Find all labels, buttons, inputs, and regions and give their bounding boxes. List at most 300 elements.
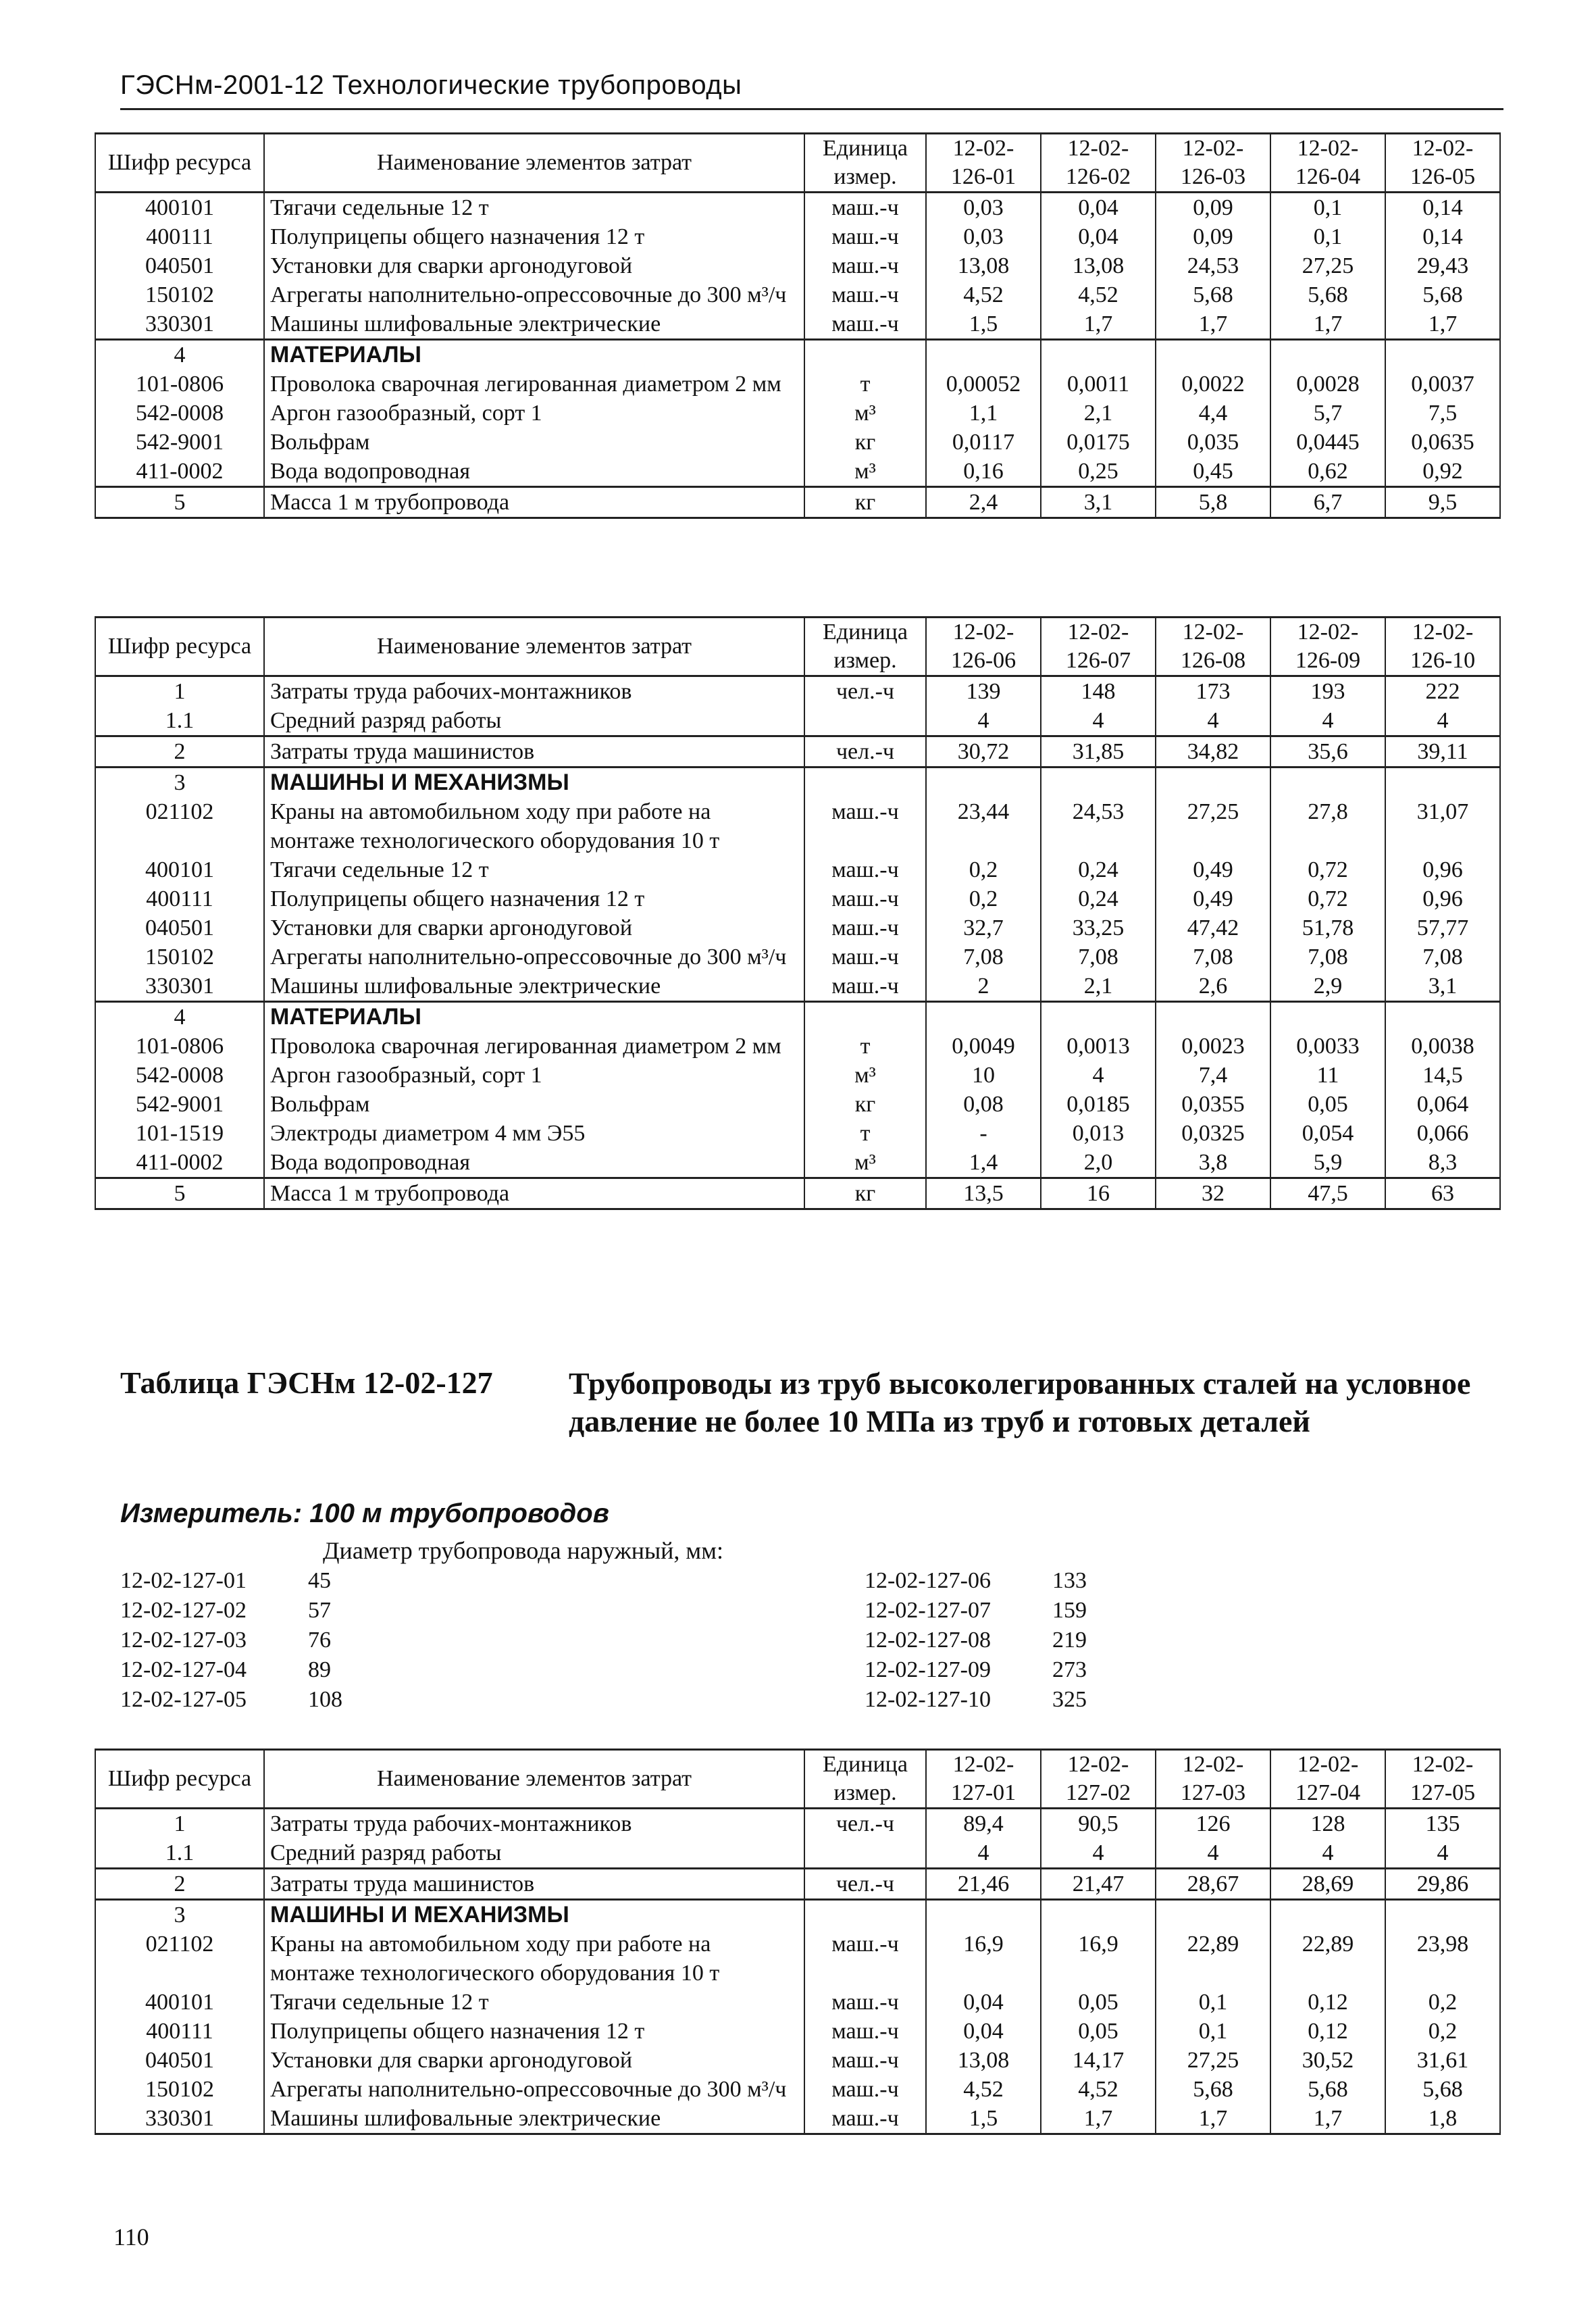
value-cell: 0,0049 — [926, 1032, 1041, 1061]
cost-element-name: Вода водопроводная — [264, 457, 804, 487]
value-cell: 22,89 — [1156, 1930, 1270, 1988]
resource-code: 4 — [95, 1002, 264, 1032]
value-cell: 0,96 — [1385, 884, 1500, 913]
cost-element-name: Машины шлифовальные электрические — [264, 309, 804, 340]
column-header-norm-code: 12-02-126-01 — [926, 134, 1041, 193]
table-row — [95, 1148, 1500, 1178]
value-cell: 47,5 — [1270, 1178, 1385, 1209]
unit-cell: маш.-ч — [804, 2046, 926, 2075]
value-cell: 0,0033 — [1270, 1032, 1385, 1061]
table-row — [95, 736, 1500, 768]
diameter-row — [120, 1626, 376, 1655]
value-cell: 5,7 — [1270, 399, 1385, 428]
value-cell: 1,5 — [926, 2104, 1041, 2134]
value-cell: 0,96 — [1385, 855, 1500, 884]
value-cell: 4 — [1385, 706, 1500, 736]
value-cell: 29,43 — [1385, 251, 1500, 280]
table-row — [95, 370, 1500, 399]
value-cell: 5,68 — [1385, 280, 1500, 309]
value-cell: 14,5 — [1385, 1061, 1500, 1090]
column-header-unit: Единица измер. — [804, 1750, 926, 1809]
table-row — [95, 706, 1500, 736]
unit-cell: чел.-ч — [804, 1809, 926, 1839]
value-cell: 0,09 — [1156, 193, 1270, 223]
value-cell — [1156, 1900, 1270, 1930]
cost-element-name: Проволока сварочная легированная диаметром 2 мм — [264, 370, 804, 399]
value-cell: 0,24 — [1041, 884, 1156, 913]
value-cell: 0,064 — [1385, 1090, 1500, 1119]
value-cell: 31,85 — [1041, 736, 1156, 768]
diameter-row — [120, 1685, 376, 1715]
resource-code: 411-0002 — [95, 1148, 264, 1178]
cost-element-name: Тягачи седельные 12 т — [264, 1988, 804, 2017]
unit-cell: маш.-ч — [804, 2017, 926, 2046]
table-row — [95, 193, 1500, 223]
diameter-value: 45 — [308, 1568, 331, 1593]
resource-code: 040501 — [95, 913, 264, 942]
value-cell: 4 — [1270, 706, 1385, 736]
value-cell — [926, 340, 1041, 370]
cost-element-name: Машины шлифовальные электрические — [264, 2104, 804, 2134]
table-row — [95, 1061, 1500, 1090]
value-cell: 4,4 — [1156, 399, 1270, 428]
cost-element-name: Затраты труда рабочих-монтажников — [264, 1809, 804, 1839]
unit-cell: кг — [804, 487, 926, 518]
diameter-value: 219 — [1052, 1628, 1087, 1653]
value-cell: 31,07 — [1385, 797, 1500, 855]
value-cell: 0,0117 — [926, 428, 1041, 457]
value-cell: 4 — [1041, 706, 1156, 736]
value-cell: 13,08 — [926, 2046, 1041, 2075]
cost-element-name: Аргон газообразный, сорт 1 — [264, 399, 804, 428]
value-cell: 4 — [1270, 1838, 1385, 1869]
value-cell: 7,08 — [1041, 942, 1156, 972]
value-cell: 8,3 — [1385, 1148, 1500, 1178]
value-cell: 193 — [1270, 676, 1385, 707]
value-cell: 3,8 — [1156, 1148, 1270, 1178]
value-cell: 27,25 — [1156, 2046, 1270, 2075]
resource-code: 021102 — [95, 1930, 264, 1988]
column-header-norm-code: 12-02-126-08 — [1156, 618, 1270, 676]
unit-cell: т — [804, 1119, 926, 1148]
table-row — [95, 1178, 1500, 1209]
value-cell: 0,05 — [1270, 1090, 1385, 1119]
diameter-value: 133 — [1052, 1568, 1087, 1593]
diameter-value: 108 — [308, 1687, 342, 1712]
value-cell: 1,7 — [1385, 309, 1500, 340]
value-cell: 27,25 — [1156, 797, 1270, 855]
diameter-list-left — [120, 1566, 376, 1715]
unit-cell: маш.-ч — [804, 193, 926, 223]
value-cell: 30,52 — [1270, 2046, 1385, 2075]
resource-code: 101-1519 — [95, 1119, 264, 1148]
resource-code: 4 — [95, 340, 264, 370]
value-cell: 0,08 — [926, 1090, 1041, 1119]
cost-element-name: Краны на автомобильном ходу при работе на монтаже технологического оборудования 10 т — [264, 1930, 804, 1988]
value-cell: 1,7 — [1270, 2104, 1385, 2134]
diameter-code: 12-02-127-06 — [865, 1568, 991, 1593]
value-cell — [926, 768, 1041, 798]
value-cell: 7,5 — [1385, 399, 1500, 428]
unit-cell: маш.-ч — [804, 797, 926, 855]
resource-code: 150102 — [95, 942, 264, 972]
value-cell: 34,82 — [1156, 736, 1270, 768]
value-cell: 0,1 — [1156, 2017, 1270, 2046]
value-cell: 4,52 — [926, 2075, 1041, 2104]
table-header-row — [95, 134, 1500, 193]
value-cell: 1,8 — [1385, 2104, 1500, 2134]
section-heading: МАТЕРИАЛЫ — [264, 1002, 804, 1032]
diameter-row — [120, 1655, 376, 1685]
value-cell: 0,05 — [1041, 1988, 1156, 2017]
column-header-norm-code: 12-02-126-03 — [1156, 134, 1270, 193]
cost-element-name: Тягачи седельные 12 т — [264, 193, 804, 223]
column-header-norm-code: 12-02-127-04 — [1270, 1750, 1385, 1809]
value-cell: 0,0355 — [1156, 1090, 1270, 1119]
value-cell: 89,4 — [926, 1809, 1041, 1839]
table-row — [95, 972, 1500, 1002]
value-cell: 10 — [926, 1061, 1041, 1090]
unit-cell: маш.-ч — [804, 913, 926, 942]
diameter-code: 12-02-127-08 — [865, 1628, 991, 1653]
unit-cell: кг — [804, 428, 926, 457]
value-cell: 128 — [1270, 1809, 1385, 1839]
resource-code: 542-0008 — [95, 399, 264, 428]
cost-element-name: Тягачи седельные 12 т — [264, 855, 804, 884]
value-cell: 222 — [1385, 676, 1500, 707]
unit-cell — [804, 1838, 926, 1869]
value-cell: 5,68 — [1270, 2075, 1385, 2104]
value-cell: 1,7 — [1156, 309, 1270, 340]
resource-code: 021102 — [95, 797, 264, 855]
value-cell: - — [926, 1119, 1041, 1148]
table-row — [95, 399, 1500, 428]
diameter-code: 12-02-127-10 — [865, 1687, 991, 1712]
unit-cell: т — [804, 1032, 926, 1061]
unit-cell: м³ — [804, 457, 926, 487]
value-cell: 0,0022 — [1156, 370, 1270, 399]
cost-element-name: Установки для сварки аргонодуговой — [264, 251, 804, 280]
cost-element-name: Вода водопроводная — [264, 1148, 804, 1178]
column-header-norm-code: 12-02-126-10 — [1385, 618, 1500, 676]
column-header-unit: Единица измер. — [804, 618, 926, 676]
table-row — [95, 1809, 1500, 1839]
value-cell — [926, 1002, 1041, 1032]
cost-element-name: Агрегаты наполнительно-опрессовочные до 300 м³/ч — [264, 2075, 804, 2104]
value-cell: 29,86 — [1385, 1869, 1500, 1900]
value-cell: 5,9 — [1270, 1148, 1385, 1178]
value-cell: 16,9 — [926, 1930, 1041, 1988]
value-cell: 2,0 — [1041, 1148, 1156, 1178]
value-cell: 0,04 — [926, 1988, 1041, 2017]
value-cell: 135 — [1385, 1809, 1500, 1839]
value-cell: 4 — [926, 706, 1041, 736]
table-row — [95, 1090, 1500, 1119]
unit-cell: маш.-ч — [804, 222, 926, 251]
table-row — [95, 1032, 1500, 1061]
value-cell — [1156, 340, 1270, 370]
diameter-value: 159 — [1052, 1598, 1087, 1623]
meter-label: Измеритель: 100 м трубопроводов — [120, 1499, 609, 1528]
table-row — [95, 1119, 1500, 1148]
value-cell: 16 — [1041, 1178, 1156, 1209]
diameter-row — [865, 1655, 1120, 1685]
value-cell: 4,52 — [1041, 280, 1156, 309]
table-row — [95, 676, 1500, 707]
unit-cell: маш.-ч — [804, 972, 926, 1002]
table-row — [95, 487, 1500, 518]
unit-cell: кг — [804, 1178, 926, 1209]
resource-code: 3 — [95, 1900, 264, 1930]
unit-cell — [804, 706, 926, 736]
value-cell: 0,0325 — [1156, 1119, 1270, 1148]
value-cell: 3,1 — [1385, 972, 1500, 1002]
value-cell: 2,9 — [1270, 972, 1385, 1002]
unit-cell: кг — [804, 1090, 926, 1119]
value-cell: 0,0011 — [1041, 370, 1156, 399]
value-cell: 4,52 — [926, 280, 1041, 309]
running-header: ГЭСНм-2001-12 Технологические трубопроводы — [120, 70, 742, 100]
value-cell: 0,013 — [1041, 1119, 1156, 1148]
unit-cell — [804, 1002, 926, 1032]
value-cell: 30,72 — [926, 736, 1041, 768]
value-cell — [1385, 340, 1500, 370]
value-cell: 0,0635 — [1385, 428, 1500, 457]
value-cell: 0,0028 — [1270, 370, 1385, 399]
value-cell: 13,08 — [926, 251, 1041, 280]
column-header-norm-code: 12-02-127-03 — [1156, 1750, 1270, 1809]
unit-cell: м³ — [804, 399, 926, 428]
unit-cell — [804, 768, 926, 798]
column-header-norm-code: 12-02-127-05 — [1385, 1750, 1500, 1809]
value-cell: 0,0038 — [1385, 1032, 1500, 1061]
value-cell: 0,14 — [1385, 222, 1500, 251]
value-cell: 22,89 — [1270, 1930, 1385, 1988]
resource-code: 542-9001 — [95, 428, 264, 457]
cost-element-name: Средний разряд работы — [264, 706, 804, 736]
value-cell: 1,7 — [1041, 2104, 1156, 2134]
column-header-norm-code: 12-02-126-05 — [1385, 134, 1500, 193]
cost-element-name: Затраты труда рабочих-монтажников — [264, 676, 804, 707]
value-cell — [1041, 340, 1156, 370]
unit-cell: т — [804, 370, 926, 399]
value-cell: 0,92 — [1385, 457, 1500, 487]
resource-code: 3 — [95, 768, 264, 798]
value-cell: 126 — [1156, 1809, 1270, 1839]
value-cell: 27,25 — [1270, 251, 1385, 280]
unit-cell: маш.-ч — [804, 280, 926, 309]
cost-element-name: Машины шлифовальные электрические — [264, 972, 804, 1002]
resource-code: 542-9001 — [95, 1090, 264, 1119]
value-cell: 0,066 — [1385, 1119, 1500, 1148]
diameter-code: 12-02-127-09 — [865, 1657, 991, 1682]
value-cell — [1156, 768, 1270, 798]
value-cell: 0,0037 — [1385, 370, 1500, 399]
value-cell: 14,17 — [1041, 2046, 1156, 2075]
resource-code: 040501 — [95, 251, 264, 280]
unit-cell — [804, 1900, 926, 1930]
value-cell: 0,04 — [926, 2017, 1041, 2046]
page-number: 110 — [113, 2223, 149, 2250]
value-cell: 21,46 — [926, 1869, 1041, 1900]
unit-cell: чел.-ч — [804, 1869, 926, 1900]
cost-element-name: Краны на автомобильном ходу при работе на монтаже технологического оборудования 10 т — [264, 797, 804, 855]
value-cell: 0,2 — [1385, 1988, 1500, 2017]
diameter-code: 12-02-127-01 — [120, 1568, 247, 1593]
resource-code: 2 — [95, 1869, 264, 1900]
table-row — [95, 2046, 1500, 2075]
resource-code: 040501 — [95, 2046, 264, 2075]
value-cell: 0,0023 — [1156, 1032, 1270, 1061]
value-cell: 139 — [926, 676, 1041, 707]
value-cell — [926, 1900, 1041, 1930]
unit-cell: м³ — [804, 1061, 926, 1090]
value-cell: 2,4 — [926, 487, 1041, 518]
cost-element-name: Средний разряд работы — [264, 1838, 804, 1869]
diameter-row — [865, 1626, 1120, 1655]
value-cell — [1385, 768, 1500, 798]
value-cell: 0,04 — [1041, 193, 1156, 223]
cost-element-name: Полуприцепы общего назначения 12 т — [264, 222, 804, 251]
unit-cell: м³ — [804, 1148, 926, 1178]
resource-code: 330301 — [95, 2104, 264, 2134]
cost-element-name: Масса 1 м трубопровода — [264, 1178, 804, 1209]
value-cell: 1,7 — [1270, 309, 1385, 340]
value-cell: 0,0185 — [1041, 1090, 1156, 1119]
column-header-norm-code: 12-02-126-02 — [1041, 134, 1156, 193]
cost-element-name: Полуприцепы общего назначения 12 т — [264, 2017, 804, 2046]
value-cell: 0,45 — [1156, 457, 1270, 487]
norm-table-126-part1 — [95, 132, 1501, 519]
value-cell: 4 — [1041, 1061, 1156, 1090]
resource-code: 1.1 — [95, 1838, 264, 1869]
diameter-row — [865, 1596, 1120, 1626]
value-cell: 32,7 — [926, 913, 1041, 942]
diameter-value: 273 — [1052, 1657, 1087, 1682]
unit-cell: маш.-ч — [804, 2075, 926, 2104]
unit-cell: маш.-ч — [804, 884, 926, 913]
value-cell: 0,03 — [926, 193, 1041, 223]
value-cell: 9,5 — [1385, 487, 1500, 518]
column-header-unit: Единица измер. — [804, 134, 926, 193]
value-cell: 0,49 — [1156, 884, 1270, 913]
resource-code: 400101 — [95, 1988, 264, 2017]
section-row — [95, 768, 1500, 798]
value-cell: 21,47 — [1041, 1869, 1156, 1900]
value-cell: 0,1 — [1156, 1988, 1270, 2017]
value-cell: 27,8 — [1270, 797, 1385, 855]
value-cell: 2,6 — [1156, 972, 1270, 1002]
cost-element-name: Затраты труда машинистов — [264, 736, 804, 768]
resource-code: 150102 — [95, 280, 264, 309]
value-cell: 2,1 — [1041, 972, 1156, 1002]
table-header-row — [95, 618, 1500, 676]
value-cell: 0,25 — [1041, 457, 1156, 487]
column-header-code: Шифр ресурса — [95, 618, 264, 676]
diameter-value: 325 — [1052, 1687, 1087, 1712]
table-row — [95, 855, 1500, 884]
value-cell: 4 — [926, 1838, 1041, 1869]
resource-code: 1 — [95, 1809, 264, 1839]
resource-code: 5 — [95, 1178, 264, 1209]
table-row — [95, 797, 1500, 855]
value-cell: 0,2 — [926, 855, 1041, 884]
cost-element-name: Агрегаты наполнительно-опрессовочные до 300 м³/ч — [264, 942, 804, 972]
table-header-row — [95, 1750, 1500, 1809]
norm-table-127 — [95, 1749, 1501, 2135]
value-cell: 1,5 — [926, 309, 1041, 340]
value-cell: 0,24 — [1041, 855, 1156, 884]
resource-code: 1 — [95, 676, 264, 707]
value-cell: 16,9 — [1041, 1930, 1156, 1988]
value-cell: 35,6 — [1270, 736, 1385, 768]
cost-element-name: Проволока сварочная легированная диаметром 2 мм — [264, 1032, 804, 1061]
diameter-code: 12-02-127-03 — [120, 1628, 247, 1653]
value-cell: 7,08 — [1385, 942, 1500, 972]
cost-element-name: Затраты труда машинистов — [264, 1869, 804, 1900]
diameter-row — [865, 1685, 1120, 1715]
unit-cell: маш.-ч — [804, 309, 926, 340]
diameter-header: Диаметр трубопровода наружный, мм: — [323, 1537, 723, 1564]
section-heading: МАТЕРИАЛЫ — [264, 340, 804, 370]
value-cell: 4 — [1156, 1838, 1270, 1869]
value-cell: 0,49 — [1156, 855, 1270, 884]
column-header-code: Шифр ресурса — [95, 1750, 264, 1809]
value-cell — [1270, 768, 1385, 798]
value-cell: 0,0445 — [1270, 428, 1385, 457]
resource-code: 411-0002 — [95, 457, 264, 487]
value-cell: 24,53 — [1156, 251, 1270, 280]
value-cell: 63 — [1385, 1178, 1500, 1209]
resource-code: 101-0806 — [95, 370, 264, 399]
table-row — [95, 428, 1500, 457]
value-cell — [1270, 340, 1385, 370]
resource-code: 101-0806 — [95, 1032, 264, 1061]
value-cell: 7,08 — [1270, 942, 1385, 972]
value-cell: 7,08 — [926, 942, 1041, 972]
value-cell: 0,1 — [1270, 193, 1385, 223]
unit-cell: чел.-ч — [804, 676, 926, 707]
value-cell: 1,7 — [1156, 2104, 1270, 2134]
value-cell: 4 — [1156, 706, 1270, 736]
diameter-row — [120, 1566, 376, 1596]
value-cell — [1156, 1002, 1270, 1032]
diameter-row — [120, 1596, 376, 1626]
value-cell: 173 — [1156, 676, 1270, 707]
value-cell: 1,4 — [926, 1148, 1041, 1178]
value-cell: 1,7 — [1041, 309, 1156, 340]
column-header-norm-code: 12-02-127-01 — [926, 1750, 1041, 1809]
diameter-code: 12-02-127-02 — [120, 1598, 247, 1623]
value-cell: 0,09 — [1156, 222, 1270, 251]
diameter-code: 12-02-127-04 — [120, 1657, 247, 1682]
table-row — [95, 2104, 1500, 2134]
diameter-value: 76 — [308, 1628, 331, 1653]
value-cell: 23,44 — [926, 797, 1041, 855]
resource-code: 150102 — [95, 2075, 264, 2104]
section-row — [95, 1002, 1500, 1032]
diameter-value: 89 — [308, 1657, 331, 1682]
table-row — [95, 942, 1500, 972]
table-row — [95, 309, 1500, 340]
resource-code: 542-0008 — [95, 1061, 264, 1090]
table-row — [95, 913, 1500, 942]
table-row — [95, 1869, 1500, 1900]
value-cell — [1385, 1900, 1500, 1930]
value-cell: 13,5 — [926, 1178, 1041, 1209]
resource-code: 330301 — [95, 309, 264, 340]
resource-code: 5 — [95, 487, 264, 518]
